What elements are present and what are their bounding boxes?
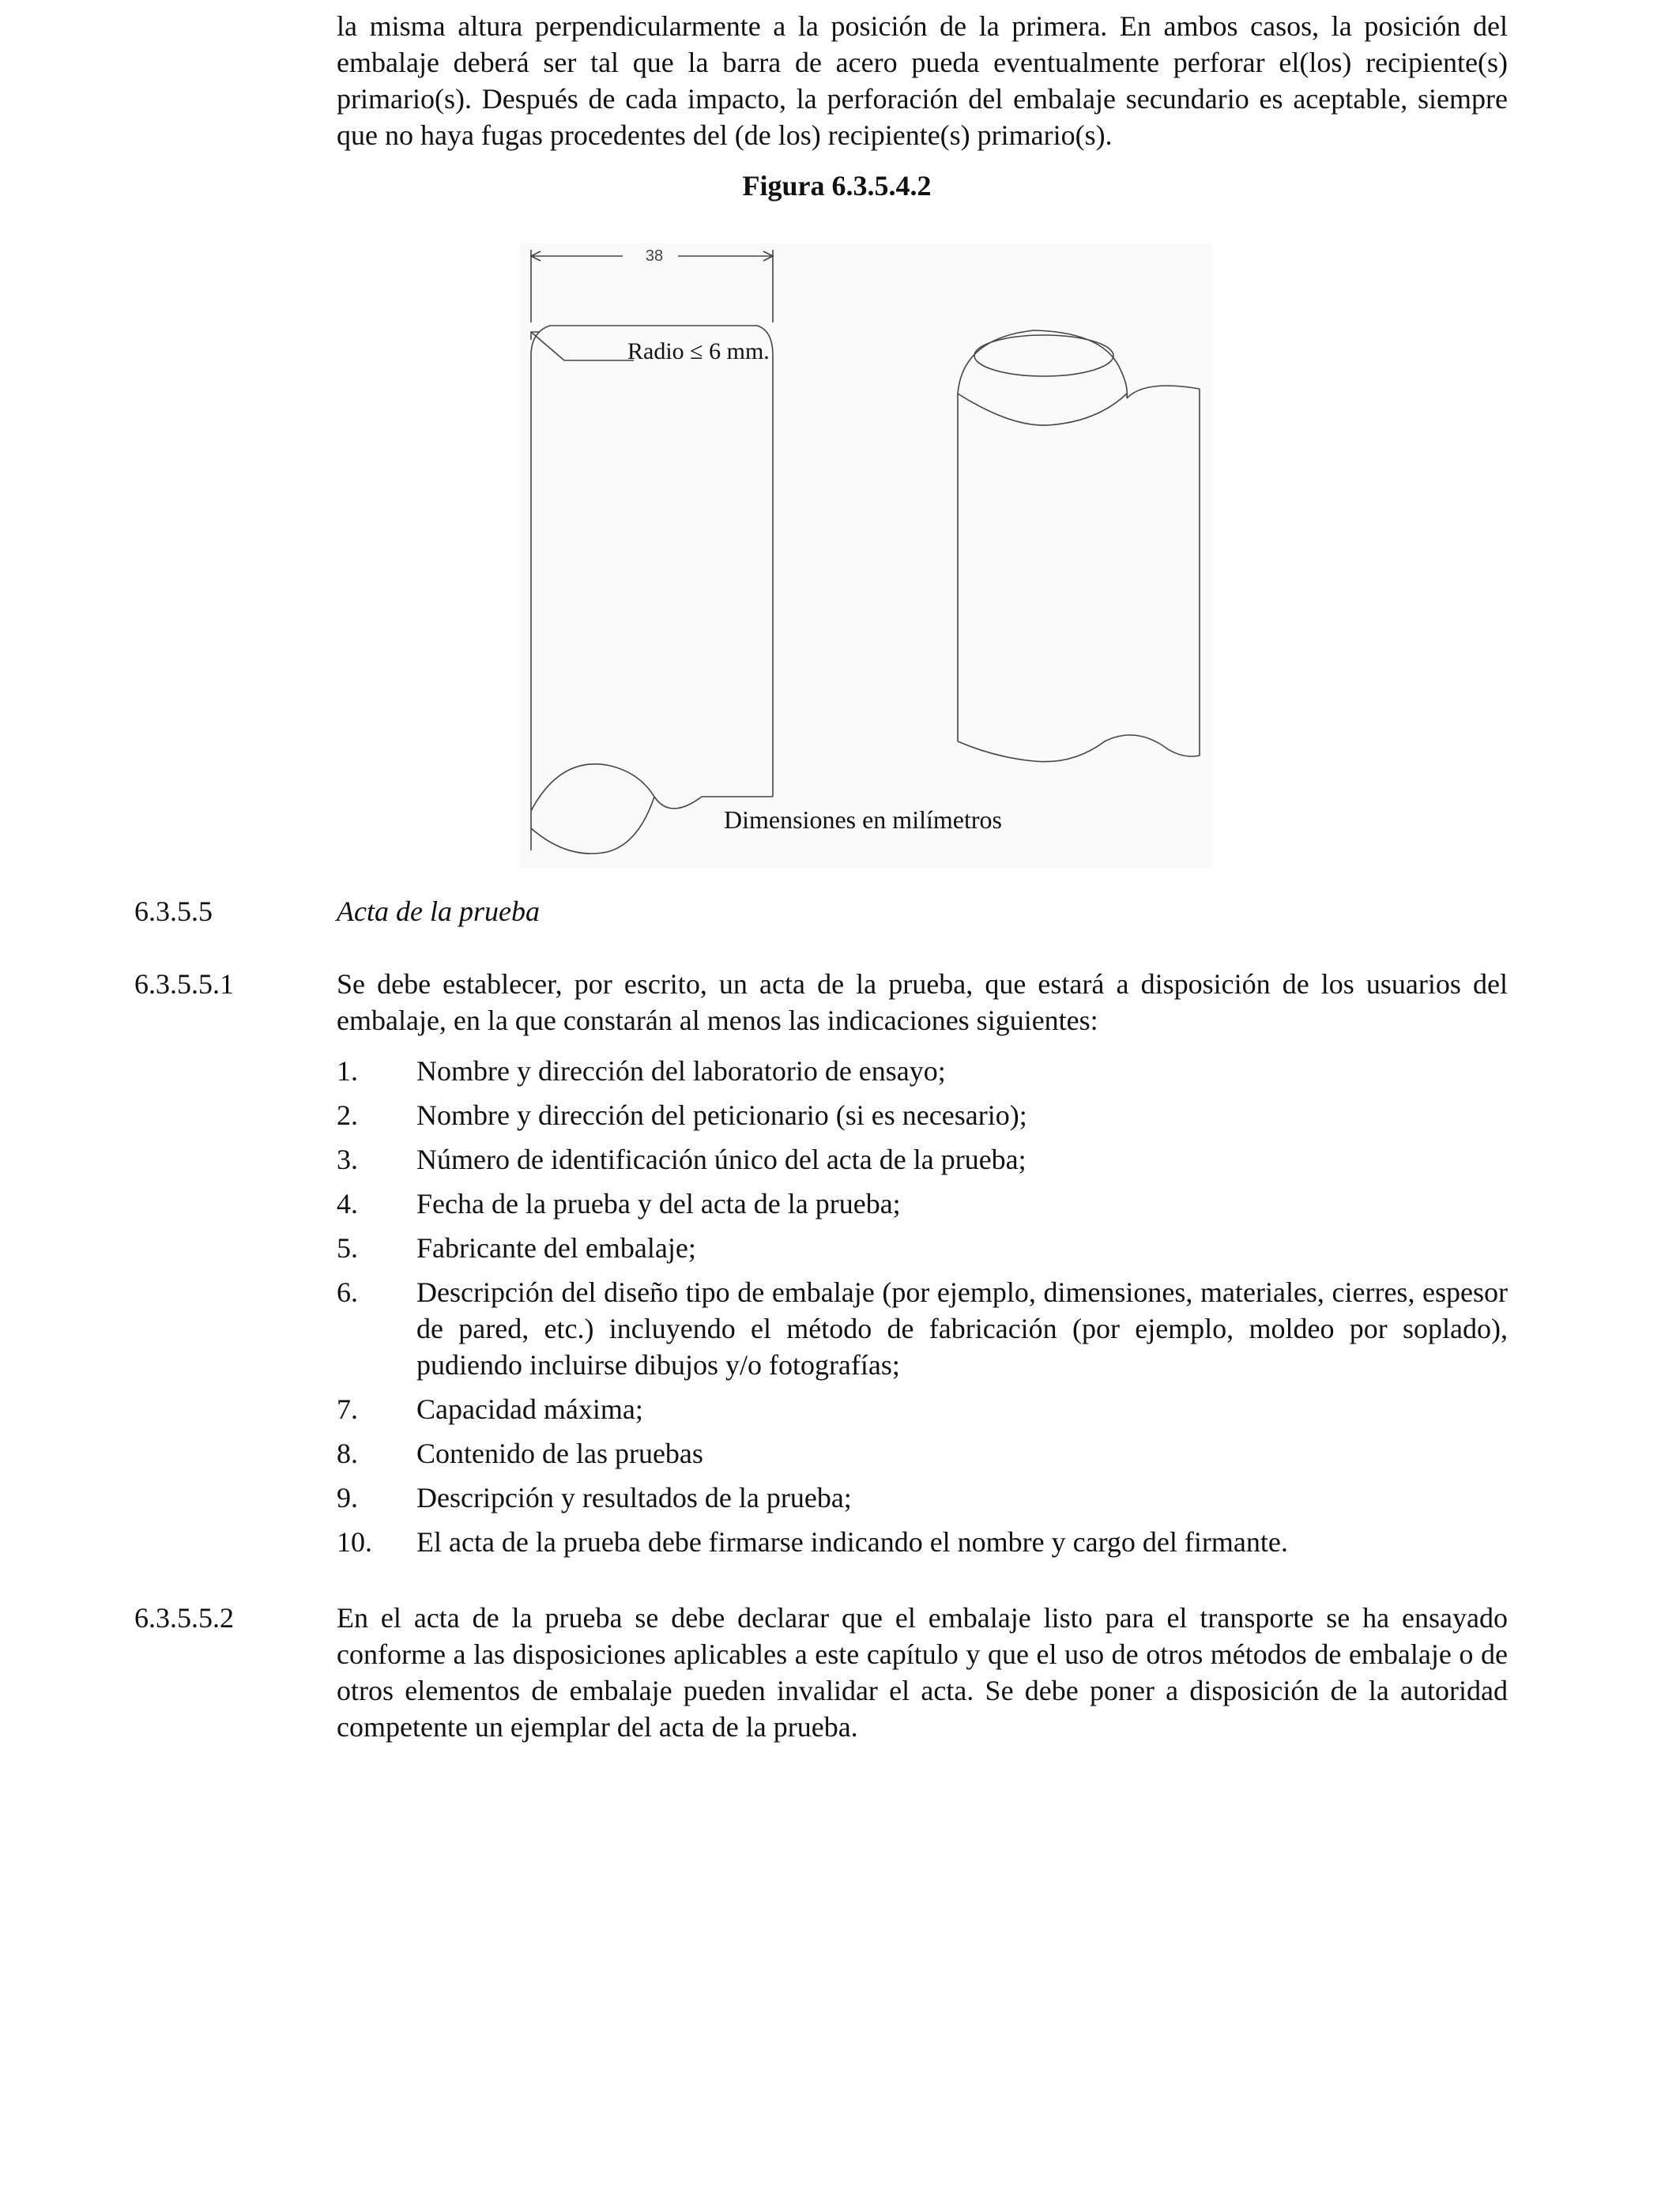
list-item-text: Número de identificación único del acta de la prueba;: [416, 1144, 1026, 1175]
list-item: [337, 1480, 1508, 1516]
paragraph-text: Se debe establecer, por escrito, un acta de la prueba, que estará a disposición de los usuarios del embalaje, en la que constarán al menos las indicaciones siguientes:: [337, 968, 1508, 1036]
list-item-number: 6.: [337, 1276, 358, 1308]
intro-paragraph: la misma altura perpendicularmente a la posición de la primera. En ambos casos, la posición del embalaje deberá ser tal que la barra de acero pueda eventualmente perforar el(los) recipiente(s) primario(s). Después de cada impacto, la perforación del embalaje secundario es aceptable, siempre que no haya fugas procedentes del (de los) recipiente(s) primario(s).: [337, 10, 1508, 151]
list-item-number: 2.: [337, 1099, 358, 1131]
paragraph-6-3-5-5-2: [134, 1600, 1509, 1758]
list-item: [337, 1053, 1508, 1089]
list-item-number: 4.: [337, 1188, 358, 1220]
section-number: 6.3.5.5: [134, 895, 213, 927]
list-item-text: El acta de la prueba debe firmarse indicando el nombre y cargo del firmante.: [416, 1526, 1288, 1558]
figure-caption: Dimensiones en milímetros: [724, 805, 1002, 834]
paragraph-number: 6.3.5.5.2: [134, 1602, 234, 1634]
list-item-text: Fabricante del embalaje;: [416, 1232, 696, 1264]
list-item: [337, 1524, 1508, 1560]
list-item-text: Descripción del diseño tipo de embalaje (por ejemplo, dimensiones, materiales, cierres, espesor de pared, etc.) incluyendo el método de fabricación (por ejemplo, moldeo por soplado), pudiendo incluirse dibujos y/o fotografías;: [416, 1276, 1508, 1381]
list-item-number: 8.: [337, 1438, 358, 1469]
list-item: [337, 1230, 1508, 1266]
list-item: [337, 1435, 1508, 1472]
list-item: [337, 1141, 1508, 1178]
paragraph-6-3-5-5-1: [134, 966, 1509, 1045]
list-item-text: Descripción y resultados de la prueba;: [416, 1482, 852, 1514]
figure-title-text: Figura 6.3.5.4.2: [742, 170, 932, 202]
list-item: [337, 1186, 1508, 1222]
section-heading: [134, 893, 1509, 929]
list-item-text: Nombre y dirección del laboratorio de ensayo;: [416, 1055, 946, 1087]
list-item-number: 7.: [337, 1393, 358, 1425]
dimension-label: 38: [645, 247, 664, 265]
paragraph-number: 6.3.5.5.1: [134, 968, 234, 1000]
list-item-number: 10.: [337, 1526, 372, 1558]
list-item-text: Contenido de las pruebas: [416, 1438, 703, 1469]
bar-diagram-svg: [520, 243, 1212, 868]
list-item-text: Capacidad máxima;: [416, 1393, 643, 1425]
required-items-list: [337, 1053, 1508, 1568]
list-item-number: 1.: [337, 1055, 358, 1087]
list-item-number: 9.: [337, 1482, 358, 1514]
list-item: [337, 1274, 1508, 1383]
list-item-number: 3.: [337, 1144, 358, 1175]
list-item-text: Nombre y dirección del peticionario (si es necesario);: [416, 1099, 1027, 1131]
radius-label: Radio ≤ 6 mm.: [627, 338, 770, 364]
list-item-number: 5.: [337, 1232, 358, 1264]
list-item: [337, 1391, 1508, 1427]
list-item-text: Fecha de la prueba y del acta de la prueba;: [416, 1188, 901, 1220]
list-item: [337, 1097, 1508, 1133]
figure-steel-bar-diagram: [520, 243, 1212, 868]
section-title: Acta de la prueba: [337, 895, 540, 927]
figure-title: [0, 168, 1680, 204]
paragraph-text: En el acta de la prueba se debe declarar que el embalaje listo para el transporte se ha ensayado conforme a las disposiciones aplicables a este capítulo y que el uso de otros métodos de embalaje o de otros elementos de embalaje pueden invalidar el acta. Se debe poner a disposición de la autoridad competente un ejemplar del acta de la prueba.: [337, 1602, 1508, 1743]
